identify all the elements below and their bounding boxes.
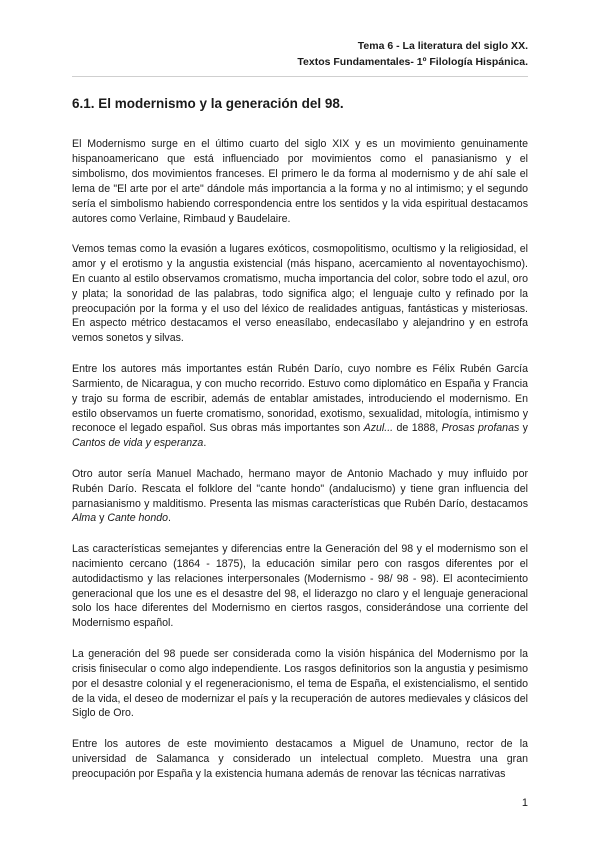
paragraph-text: . xyxy=(168,512,171,525)
paragraph-text: y xyxy=(519,422,528,435)
work-title: Azul... xyxy=(363,422,394,435)
paragraph-text: Otro autor sería Manuel Machado, hermano mayor de Antonio Machado y muy influido por Rubén Darío. Rescata el folklore del "cante hondo" (andalucismo) y tiene gran influencia del parnasianismo y malditismo. Presenta las mismas características que Rubén Darío, destacamos xyxy=(72,467,528,510)
paragraph-unamuno: Entre los autores de este movimiento destacamos a Miguel de Unamuno, rector de la universidad de Salamanca y considerado un intelectual completo. Muestra una gran preocupación por España y la existencia humana además de renovar las técnicas narrativas xyxy=(72,737,528,780)
work-title: Prosas profanas xyxy=(441,422,520,435)
paragraph-manuel-machado xyxy=(72,467,528,527)
header-topic: Tema 6 - La literatura del siglo XX. xyxy=(357,40,528,52)
paragraph-text: y xyxy=(96,512,108,525)
paragraph-themes-style: Vemos temas como la evasión a lugares exóticos, cosmopolitismo, ocultismo y la religiosidad, el amor y el erotismo y la angustia existencial (más hispano, acercamiento al noventayochismo). En cuanto al estilo observamos cromatismo, mucha importancia del color, sobre todo el azul, oro y plata; la sonoridad de las palabras, todo significa algo; el lenguaje culto y refinado por la preocupación por la forma y el uso del léxico de realidades antiguas, fantásticas y misteriosas. En aspecto métrico destacamos el verso eneasílabo, endecasílabo y alejandrino y en estrofa vemos sonetos y silvas. xyxy=(72,242,528,345)
paragraph-generacion-98: La generación del 98 puede ser considerada como la visión hispánica del Modernismo por la crisis finisecular o como algo independiente. Los rasgos definitorios son la angustia y pesimismo por el desastre colonial y el regeneracionismo, el tema de España, el existencialismo, el sentido de la vida, el deseo de modernizar el país y la recuperación de autores medievales y clásicos del Siglo de Oro. xyxy=(72,647,528,720)
work-title: Alma xyxy=(72,512,97,525)
paragraph-text: Entre los autores más importantes están Rubén Darío, cuyo nombre es Félix Rubén García Sarmiento, de Nicaragua, y con mucho recorrido. Estuvo como diplomático en España y Francia y trajo su forma de escribir, además de entablar amistades, introduciendo el modernismo. En estilo observamos un fuerte cromatismo, sonoridad, exotismo, sexualidad, mitología, intimismo y reconoce el legado español. Sus obras más importantes son xyxy=(72,362,528,435)
paragraph-text: . xyxy=(203,437,207,450)
work-title: Cante hondo xyxy=(107,512,168,525)
section-title: 6.1. El modernismo y la generación del 98. xyxy=(72,96,344,111)
work-title: Cantos de vida y esperanza xyxy=(72,437,204,450)
paragraph-text: de 1888, xyxy=(393,422,442,435)
page-number: 1 xyxy=(521,797,528,809)
header-divider xyxy=(72,76,528,77)
paragraph-ruben-dario xyxy=(72,362,528,451)
body-text xyxy=(72,137,528,797)
running-header xyxy=(297,38,528,70)
paragraph-comparison-98: Las características semejantes y diferencias entre la Generación del 98 y el modernismo son el nacimiento cercano (1864 - 1875), la educación similar pero con rasgos diferentes por el autodidactismo y las relaciones interpersonales (Modernismo - 98/ 98 - 98). El acontecimiento generacional que los une es el desastre del 98, el liderazgo no claro y el lenguaje generacional solo los hace diferentes del Modernismo en ciertos rasgos, considerándose una corriente del Modernismo español. xyxy=(72,542,528,630)
header-course: Textos Fundamentales- 1º Filología Hispánica. xyxy=(297,56,528,68)
paragraph-modernismo-origin: El Modernismo surge en el último cuarto del siglo XIX y es un movimiento genuinamente hispanoamericano que está influenciado por movimientos como el panasianismo y el simbolismo, dos movimientos franceses. El primero le da forma al modernismo y de ahí sale el lema de "El arte por el arte" dándole más importancia a la forma y no al intimismo; y el segundo sería el simbolismo habiendo correspondencia entre los sentidos y la vida espiritual destacamos autores como Verlaine, Rimbaud y Baudelaire. xyxy=(72,138,528,225)
